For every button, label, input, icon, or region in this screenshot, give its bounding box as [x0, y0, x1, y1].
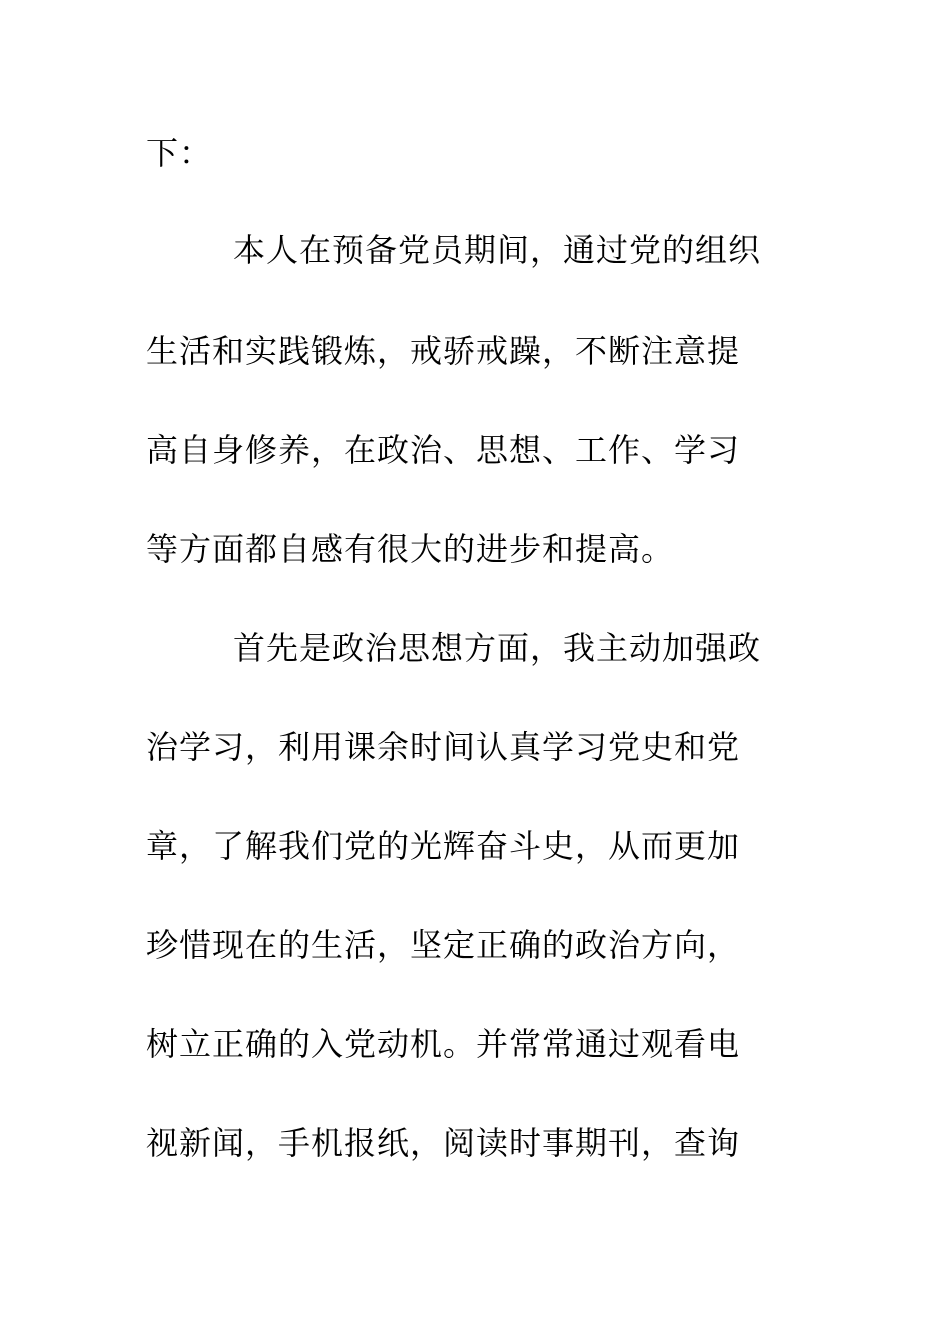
text-line: 生活和实践锻炼，戒骄戒躁，不断注意提 [146, 332, 741, 370]
text-line: 章，了解我们党的光辉奋斗史，从而更加 [146, 827, 741, 865]
text-line: 珍惜现在的生活，坚定正确的政治方向， [146, 926, 741, 964]
text-line: 视新闻，手机报纸，阅读时事期刊，查询 [146, 1124, 741, 1162]
paragraph-start-line: 首先是政治思想方面，我主动加强政 [233, 629, 762, 667]
text-line: 治学习，利用课余时间认真学习党史和党 [146, 728, 741, 766]
text-line: 下： [146, 134, 213, 172]
paragraph-start-line: 本人在预备党员期间，通过党的组织 [233, 231, 762, 269]
text-line: 树立正确的入党动机。并常常通过观看电 [146, 1025, 741, 1063]
text-line: 高自身修养，在政治、思想、工作、学习 [146, 431, 741, 469]
text-line: 等方面都自感有很大的进步和提高。 [146, 530, 675, 568]
